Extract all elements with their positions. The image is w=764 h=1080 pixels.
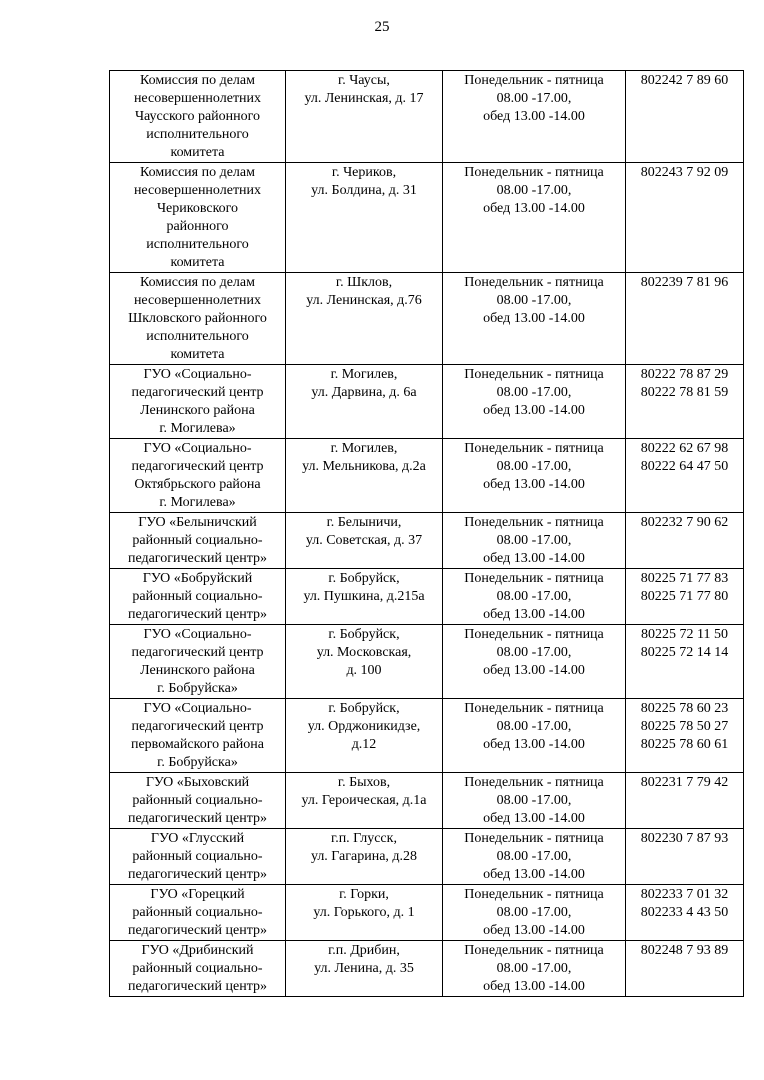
address-cell-line: ул. Горького, д. 1 [313,905,415,920]
organization-cell-line: районный социально- [132,793,263,808]
address-cell-line: ул. Советская, д. 37 [305,533,423,548]
phone-cell [626,699,744,773]
working-hours-cell-line: обед 13.00 -14.00 [483,811,585,826]
phone-cell-line: 80222 78 87 29 [640,367,729,382]
address-cell-line: ул. Ленинская, д. 17 [304,91,424,106]
address-cell [286,625,443,699]
organization-cell-line: комитета [170,145,225,160]
organization-cell-line: районный социально- [132,589,263,604]
phone-cell [626,941,744,997]
organization-cell-line: г. Бобруйска» [157,681,238,696]
address-cell-line: г. Могилев, [330,441,398,456]
phone-cell-line: 80225 72 11 50 [641,627,728,642]
address-cell-line: ул. Пушкина, д.215а [303,589,425,604]
working-hours-cell-line: обед 13.00 -14.00 [483,551,585,566]
address-cell-line: г. Бобруйск, [328,571,400,586]
phone-cell [626,365,744,439]
organization-cell-line: первомайского района [130,737,265,752]
working-hours-cell-line: Понедельник - пятница [464,627,604,642]
organization-cell-line: педагогический центр [131,459,264,474]
organization-cell-line: Комиссия по делам [140,165,255,180]
contacts-table-body [110,71,744,997]
working-hours-cell-line: Понедельник - пятница [464,73,604,88]
organization-cell-line: комитета [170,255,225,270]
working-hours-cell-line: 08.00 -17.00, [496,91,572,106]
organization-cell-line: Октябрьского района [134,477,261,492]
organization-cell-line: Чериковского [156,201,239,216]
phone-cell [626,513,744,569]
organization-cell-line: педагогический центр [131,385,264,400]
working-hours-cell-line: обед 13.00 -14.00 [483,477,585,492]
phone-cell-line: 802233 4 43 50 [640,905,729,920]
organization-cell-line: несовершеннолетних [133,183,262,198]
address-cell-line: ул. Мельникова, д.2а [302,459,426,474]
table-row [110,625,744,699]
organization-cell-line: педагогический центр» [127,867,268,882]
working-hours-cell [443,439,626,513]
phone-cell-line: 802232 7 90 62 [640,515,729,530]
working-hours-cell-line: Понедельник - пятница [464,441,604,456]
phone-cell-line: 80225 71 77 80 [640,589,729,604]
working-hours-cell-line: обед 13.00 -14.00 [483,737,585,752]
organization-cell-line: г. Могилева» [159,495,236,510]
organization-cell [110,941,286,997]
phone-cell-line: 80225 72 14 14 [640,645,729,660]
organization-cell-line: Чаусского районного [134,109,261,124]
address-cell-line: г. Шклов, [335,275,393,290]
organization-cell-line: ГУО «Быховский [145,775,250,790]
organization-cell-line: педагогический центр» [127,923,268,938]
working-hours-cell-line: 08.00 -17.00, [496,589,572,604]
organization-cell [110,885,286,941]
address-cell [286,439,443,513]
phone-cell [626,625,744,699]
organization-cell-line: Шкловского районного [128,311,267,326]
phone-cell [626,71,744,163]
table-row [110,273,744,365]
table-row [110,829,744,885]
working-hours-cell-line: Понедельник - пятница [464,943,604,958]
working-hours-cell-line: обед 13.00 -14.00 [483,979,585,994]
address-cell-line: д. 100 [346,663,382,678]
working-hours-cell-line: Понедельник - пятница [464,831,604,846]
phone-cell-line: 80225 71 77 83 [640,571,729,586]
contacts-table [109,70,744,997]
phone-cell [626,829,744,885]
working-hours-cell-line: 08.00 -17.00, [496,533,572,548]
address-cell [286,365,443,439]
phone-cell-line: 802239 7 81 96 [640,275,729,290]
address-cell [286,829,443,885]
organization-cell-line: ГУО «Социально- [143,441,252,456]
organization-cell-line: педагогический центр» [127,979,268,994]
working-hours-cell [443,829,626,885]
organization-cell-line: Ленинского района [140,663,255,678]
working-hours-cell [443,273,626,365]
address-cell-line: г.п. Глусск, [331,831,397,846]
phone-cell [626,273,744,365]
working-hours-cell-line: 08.00 -17.00, [496,385,572,400]
phone-cell [626,885,744,941]
address-cell-line: ул. Дарвина, д. 6а [311,385,417,400]
organization-cell [110,829,286,885]
phone-cell-line: 80222 78 81 59 [640,385,729,400]
organization-cell-line: Комиссия по делам [140,275,255,290]
working-hours-cell-line: Понедельник - пятница [464,275,604,290]
organization-cell-line: ГУО «Горецкий [150,887,245,902]
address-cell [286,699,443,773]
working-hours-cell-line: Понедельник - пятница [464,165,604,180]
address-cell [286,569,443,625]
working-hours-cell-line: 08.00 -17.00, [496,183,572,198]
phone-cell-line: 802231 7 79 42 [640,775,729,790]
address-cell-line: г. Чаусы, [338,73,390,88]
working-hours-cell [443,941,626,997]
phone-cell-line: 80225 78 60 61 [640,737,729,752]
working-hours-cell-line: обед 13.00 -14.00 [483,923,585,938]
organization-cell-line: педагогический центр» [127,811,268,826]
working-hours-cell [443,773,626,829]
working-hours-cell-line: Понедельник - пятница [464,571,604,586]
organization-cell-line: несовершеннолетних [133,293,262,308]
organization-cell-line: исполнительного [146,237,249,252]
address-cell [286,273,443,365]
organization-cell-line: педагогический центр» [127,551,268,566]
organization-cell-line: исполнительного [146,329,249,344]
organization-cell-line: ГУО «Глусский [150,831,245,846]
organization-cell-line: районный социально- [132,533,263,548]
table-row [110,941,744,997]
organization-cell-line: ГУО «Дрибинский [141,943,254,958]
address-cell [286,513,443,569]
organization-cell-line: районный социально- [132,905,263,920]
phone-cell-line: 802230 7 87 93 [640,831,729,846]
address-cell-line: ул. Ленина, д. 35 [314,961,414,976]
working-hours-cell-line: 08.00 -17.00, [496,793,572,808]
phone-cell [626,773,744,829]
address-cell-line: ул. Болдина, д. 31 [311,183,417,198]
working-hours-cell-line: Понедельник - пятница [464,775,604,790]
table-row [110,365,744,439]
organization-cell [110,163,286,273]
address-cell-line: г. Бобруйск, [328,701,400,716]
organization-cell-line: исполнительного [146,127,249,142]
working-hours-cell-line: 08.00 -17.00, [496,719,572,734]
organization-cell [110,513,286,569]
working-hours-cell-line: 08.00 -17.00, [496,293,572,308]
address-cell-line: ул. Ленинская, д.76 [306,293,422,308]
organization-cell-line: педагогический центр [131,719,264,734]
address-cell-line: ул. Московская, [316,645,412,660]
working-hours-cell [443,71,626,163]
working-hours-cell-line: обед 13.00 -14.00 [483,311,585,326]
table-row [110,569,744,625]
working-hours-cell-line: Понедельник - пятница [464,515,604,530]
address-cell-line: г.п. Дрибин, [328,943,400,958]
address-cell-line: г. Чериков, [331,165,397,180]
working-hours-cell [443,365,626,439]
organization-cell-line: педагогический центр [131,645,264,660]
address-cell-line: г. Быхов, [337,775,391,790]
address-cell-line: ул. Гагарина, д.28 [310,849,418,864]
address-cell [286,885,443,941]
organization-cell-line: ГУО «Белыничский [138,515,257,530]
working-hours-cell-line: Понедельник - пятница [464,701,604,716]
address-cell [286,163,443,273]
working-hours-cell-line: 08.00 -17.00, [496,905,572,920]
working-hours-cell [443,163,626,273]
working-hours-cell-line: обед 13.00 -14.00 [483,109,585,124]
address-cell-line: ул. Героическая, д.1а [301,793,427,808]
organization-cell-line: ГУО «Социально- [143,701,252,716]
organization-cell-line: Ленинского района [140,403,255,418]
working-hours-cell-line: 08.00 -17.00, [496,849,572,864]
phone-cell-line: 80222 62 67 98 [640,441,729,456]
page-number: 25 [374,19,390,35]
working-hours-cell-line: обед 13.00 -14.00 [483,867,585,882]
organization-cell-line: ГУО «Бобруйский [142,571,253,586]
working-hours-cell [443,569,626,625]
organization-cell-line: районный социально- [132,849,263,864]
organization-cell-line: педагогический центр» [127,607,268,622]
phone-cell-line: 80222 64 47 50 [640,459,729,474]
working-hours-cell-line: обед 13.00 -14.00 [483,201,585,216]
working-hours-cell-line: 08.00 -17.00, [496,459,572,474]
organization-cell [110,365,286,439]
organization-cell-line: ГУО «Социально- [143,367,252,382]
working-hours-cell [443,885,626,941]
organization-cell-line: г. Бобруйска» [157,755,238,770]
table-row [110,885,744,941]
address-cell-line: ул. Орджоникидзе, [307,719,421,734]
address-cell-line: г. Горки, [339,887,389,902]
organization-cell [110,699,286,773]
organization-cell-line: г. Могилева» [159,421,236,436]
phone-cell-line: 80225 78 50 27 [640,719,729,734]
working-hours-cell-line: Понедельник - пятница [464,887,604,902]
working-hours-cell-line: 08.00 -17.00, [496,961,572,976]
phone-cell-line: 80225 78 60 23 [640,701,729,716]
organization-cell-line: районного [166,219,229,234]
organization-cell [110,773,286,829]
phone-cell [626,569,744,625]
organization-cell [110,439,286,513]
working-hours-cell [443,513,626,569]
organization-cell [110,625,286,699]
phone-cell-line: 802242 7 89 60 [640,73,729,88]
phone-cell-line: 802233 7 01 32 [640,887,729,902]
working-hours-cell-line: Понедельник - пятница [464,367,604,382]
organization-cell [110,71,286,163]
organization-cell-line: комитета [170,347,225,362]
organization-cell-line: Комиссия по делам [140,73,255,88]
organization-cell-line: районный социально- [132,961,263,976]
organization-cell [110,273,286,365]
address-cell [286,71,443,163]
phone-cell-line: 802243 7 92 09 [640,165,729,180]
address-cell-line: г. Бобруйск, [328,627,400,642]
address-cell-line: г. Белыничи, [326,515,402,530]
table-row [110,699,744,773]
organization-cell-line: ГУО «Социально- [143,627,252,642]
organization-cell-line: несовершеннолетних [133,91,262,106]
working-hours-cell [443,699,626,773]
working-hours-cell-line: обед 13.00 -14.00 [483,607,585,622]
address-cell [286,773,443,829]
organization-cell [110,569,286,625]
phone-cell [626,163,744,273]
working-hours-cell [443,625,626,699]
working-hours-cell-line: обед 13.00 -14.00 [483,663,585,678]
working-hours-cell-line: 08.00 -17.00, [496,645,572,660]
working-hours-cell-line: обед 13.00 -14.00 [483,403,585,418]
table-row [110,71,744,163]
phone-cell [626,439,744,513]
table-row [110,163,744,273]
address-cell [286,941,443,997]
table-row [110,773,744,829]
phone-cell-line: 802248 7 93 89 [640,943,729,958]
address-cell-line: г. Могилев, [330,367,398,382]
table-row [110,513,744,569]
address-cell-line: д.12 [351,737,377,752]
table-row [110,439,744,513]
